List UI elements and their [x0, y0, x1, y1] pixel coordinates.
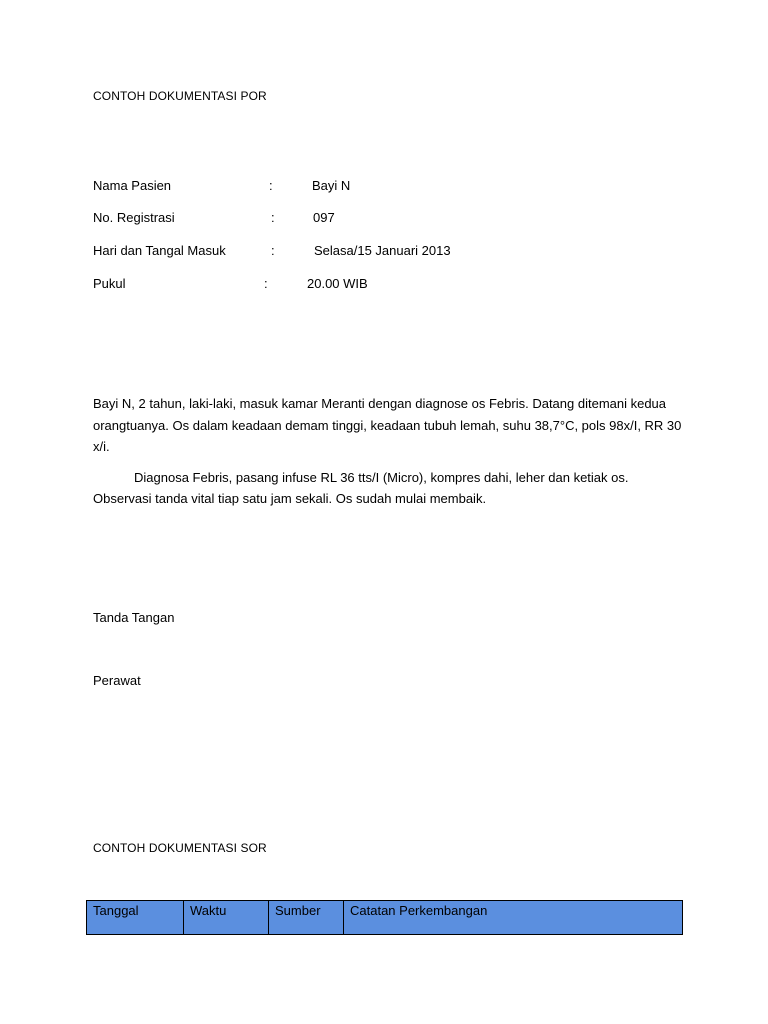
signer-role: Perawat	[93, 673, 141, 688]
field-row-nama-pasien	[0, 178, 768, 198]
paragraph-admission: Bayi N, 2 tahun, laki-laki, masuk kamar Meranti dengan diagnose os Febris. Datang ditemani kedua orangtuanya. Os dalam keadaan demam tinggi, keadaan tubuh lemah, suhu 38,7°C, pols 98x/I, RR 30 x/i.	[93, 396, 682, 454]
paragraph-treatment: Diagnosa Febris, pasang infuse RL 36 tts/I (Micro), kompres dahi, leher dan ketiak os. Observasi tanda vital tiap satu jam sekali. Os sudah mulai membaik.	[93, 469, 629, 506]
sor-table	[86, 900, 683, 935]
signature-label: Tanda Tangan	[93, 610, 175, 625]
field-separator: :	[271, 243, 275, 258]
column-header-tanggal: Tanggal	[87, 901, 184, 935]
table-header-row	[87, 901, 683, 935]
field-row-tanggal-masuk	[0, 243, 768, 263]
column-header-waktu: Waktu	[184, 901, 269, 935]
field-separator: :	[264, 276, 268, 291]
field-row-pukul	[0, 276, 768, 296]
field-value: 20.00 WIB	[307, 276, 368, 291]
field-value: Bayi N	[312, 178, 351, 193]
column-header-sumber: Sumber	[269, 901, 344, 935]
field-value: Selasa/15 Januari 2013	[314, 243, 451, 258]
field-row-no-registrasi	[0, 210, 768, 230]
field-label: Hari dan Tangal Masuk	[93, 243, 226, 258]
title-sor: CONTOH DOKUMENTASI SOR	[93, 841, 267, 855]
field-label: Pukul	[93, 276, 126, 291]
field-label: Nama Pasien	[93, 178, 172, 193]
column-header-catatan: Catatan Perkembangan	[344, 901, 683, 935]
field-separator: :	[271, 210, 275, 225]
field-label: No. Registrasi	[93, 210, 175, 225]
field-value: 097	[313, 210, 335, 225]
narrative	[93, 393, 683, 510]
field-separator: :	[269, 178, 273, 193]
title-por: CONTOH DOKUMENTASI POR	[93, 89, 267, 103]
